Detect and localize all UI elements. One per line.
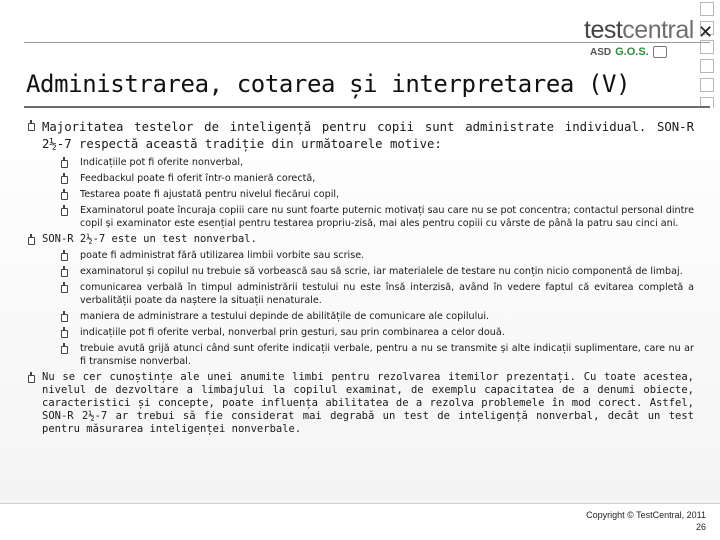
partner-logo-gos: G.O.S. — [615, 46, 649, 58]
pencil-sharpener-icon — [60, 189, 68, 199]
pencil-sharpener-icon — [60, 311, 68, 321]
pencil-sharpener-icon — [60, 343, 68, 353]
bullet-text: examinatorul și copilul nu trebuie să vorbească sau să scrie, iar materialele de testare nu conțin nicio componentă de limbaj. — [80, 266, 683, 277]
partner-logos — [590, 46, 667, 58]
pencil-sharpener-icon — [60, 282, 68, 292]
partner-logo-asd: ASD — [590, 46, 612, 58]
bullet-text: Feedbackul poate fi oferit într-o manieră corectă, — [80, 173, 316, 184]
sub-bullet-item — [24, 188, 694, 201]
sub-bullet-item — [24, 249, 694, 262]
sub-bullet-item — [24, 156, 694, 169]
bullet-text: indicațiile pot fi oferite verbal, nonverbal prin gesturi, sau prin combinarea a celor două. — [80, 327, 505, 338]
pencil-sharpener-icon — [60, 266, 68, 276]
pencil-sharpener-icon — [60, 173, 68, 183]
page-number: 26 — [695, 522, 706, 532]
header-divider — [24, 42, 710, 43]
bullet-text: poate fi administrat fără utilizarea limbii vorbite sau scrise. — [80, 250, 365, 261]
pencil-sharpener-icon — [60, 205, 68, 215]
logo-wordmark — [584, 16, 702, 44]
sub-bullet-item — [24, 342, 694, 368]
bullet-item — [24, 233, 694, 246]
sub-bullet-item — [24, 204, 694, 230]
bullet-text: trebuie avută grijă atunci când sunt oferite indicații verbale, pentru a nu se transmite și alte indicații suplimentare, care nu ar fi transmise nonverbal. — [80, 343, 694, 367]
bullet-item — [24, 119, 694, 153]
sub-bullet-item — [24, 326, 694, 339]
pencil-sharpener-icon — [27, 234, 35, 244]
bullet-text: Nu se cer cunoștințe ale unei anumite limbi pentru rezolvarea itemilor prezentați. Cu toate acestea, nivelul de dezvoltare a limbajului la copilul examinat, de exemplu capacitatea de a denumi obiecte, caracteristici și concepte, poate influența abilitatea de a rezolva problemele în mod corect. Astfel, SON-R 2½-7 ar trebui să fie considerat mai degrabă un test de inteligență nonverbal, decât un test pentru măsurarea inteligenței nonverbale. — [42, 371, 694, 435]
bullet-text: maniera de administrare a testului depinde de abilitățile de comunicare ale copilului. — [80, 311, 490, 322]
footer — [586, 509, 706, 533]
pencil-sharpener-icon — [27, 372, 35, 382]
decorative-squares — [700, 2, 716, 116]
pencil-sharpener-icon — [60, 327, 68, 337]
pencil-sharpener-icon — [60, 157, 68, 167]
logo-suffix: central — [622, 16, 694, 44]
deco-square — [700, 78, 714, 92]
bullet-text: comunicarea verbală în timpul administrării testului nu este însă interzisă, având în vedere faptul că evitarea completă a verbalității poate da naștere la situații nenaturale. — [80, 282, 694, 306]
pencil-sharpener-icon — [27, 120, 35, 130]
deco-square — [700, 59, 714, 73]
bullet-text: Majoritatea testelor de inteligență pentru copii sunt administrate individual. SON-R 2½-7 respectă această tradiție din următoarele motive: — [42, 120, 694, 151]
testcentral-logo — [584, 16, 702, 62]
close-icon[interactable]: ✕ — [698, 22, 714, 43]
sub-bullet-item — [24, 281, 694, 307]
bullet-text: SON-R 2½-7 este un test nonverbal. — [42, 233, 257, 245]
bullet-text: Testarea poate fi ajustată pentru nivelul fiecărui copil, — [80, 189, 340, 200]
pencil-sharpener-icon — [60, 250, 68, 260]
logo-prefix: test — [584, 16, 623, 44]
slide-content — [24, 119, 694, 436]
sub-bullet-item — [24, 265, 694, 278]
copyright-text: Copyright © TestCentral, 2011 — [586, 510, 706, 520]
footer-divider — [0, 503, 720, 504]
bullet-text: Examinatorul poate încuraja copiii care nu sunt foarte puternic motivați sau care nu se pot concentra; contactul personal dintre copil și examinator este esențial pentru testarea propriu-zisă, mai ales pentru copiii cu vârste de până la patru sau cinci ani. — [80, 205, 695, 229]
sub-bullet-item — [24, 172, 694, 185]
book-icon — [653, 46, 667, 58]
bullet-text: Indicațiile pot fi oferite nonverbal, — [80, 157, 244, 168]
sub-bullet-item — [24, 310, 694, 323]
deco-square — [700, 2, 714, 16]
bullet-item — [24, 371, 694, 436]
slide-title: Administrarea, cotarea și interpretarea (V) — [26, 70, 631, 98]
